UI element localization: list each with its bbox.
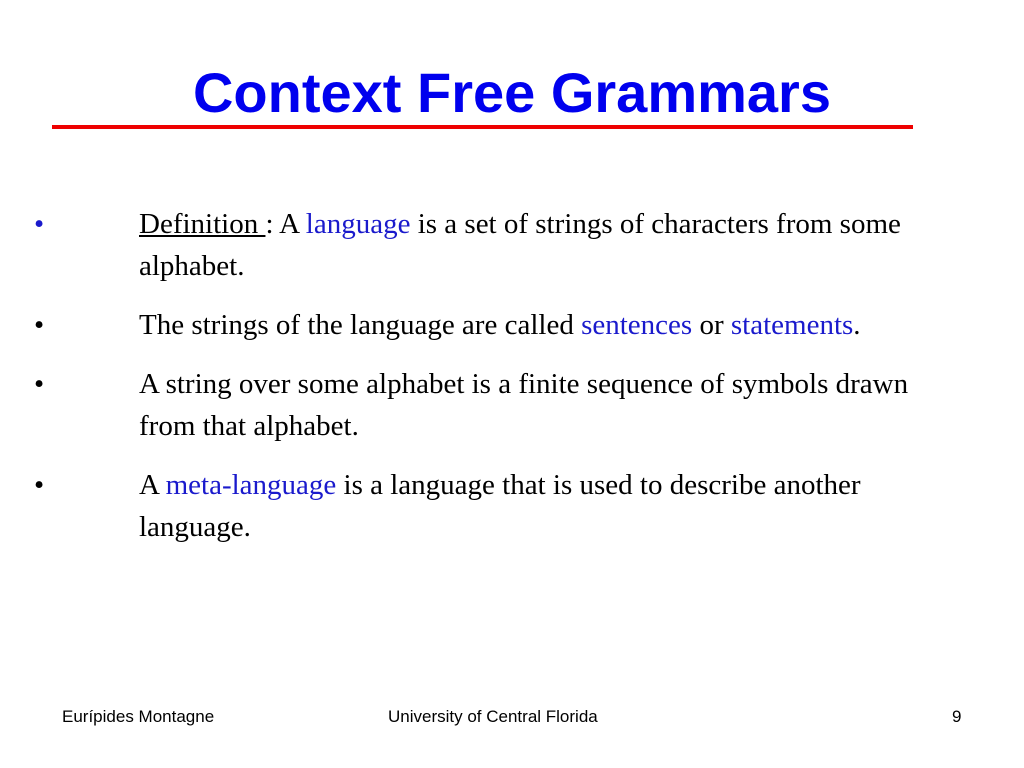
keyword-meta-language: meta-language xyxy=(165,469,337,501)
title-underline-rule xyxy=(52,125,913,129)
definition-label: Definition xyxy=(139,208,266,240)
footer-author: Eurípides Montagne xyxy=(62,707,215,726)
bullet-text xyxy=(139,304,969,346)
footer-page-number: 9 xyxy=(952,707,962,726)
bullet-icon: • xyxy=(34,368,45,400)
keyword-language: language xyxy=(305,208,411,240)
text-segment: . xyxy=(853,309,861,341)
text-segment: The strings of the language are called xyxy=(139,309,582,341)
bullet-icon: • xyxy=(34,469,45,501)
keyword-sentences: sentences xyxy=(581,309,693,341)
bullet-sentences xyxy=(0,304,1024,346)
bullet-meta-language xyxy=(0,464,1024,548)
bullet-string-definition xyxy=(0,363,1024,447)
keyword-statements: statements xyxy=(730,309,854,341)
footer-institution: University of Central Florida xyxy=(388,707,598,726)
bullet-definition xyxy=(0,203,1024,287)
bullet-text: A string over some alphabet is a finite sequence of symbols drawn from that alphabet. xyxy=(139,368,909,442)
bullet-icon: • xyxy=(34,208,45,240)
bullet-text xyxy=(139,464,969,548)
bullet-text xyxy=(139,203,969,287)
bullet-icon: • xyxy=(34,309,45,341)
text-segment: A xyxy=(139,469,166,501)
text-segment: : A xyxy=(265,208,306,240)
text-segment: is a language that is used to describe another language. xyxy=(139,469,861,543)
slide-title: Context Free Grammars xyxy=(192,61,831,124)
bullet-list xyxy=(0,203,1024,565)
text-segment: or xyxy=(692,309,731,341)
text-segment: is a set of strings of characters from some alphabet. xyxy=(139,208,901,282)
